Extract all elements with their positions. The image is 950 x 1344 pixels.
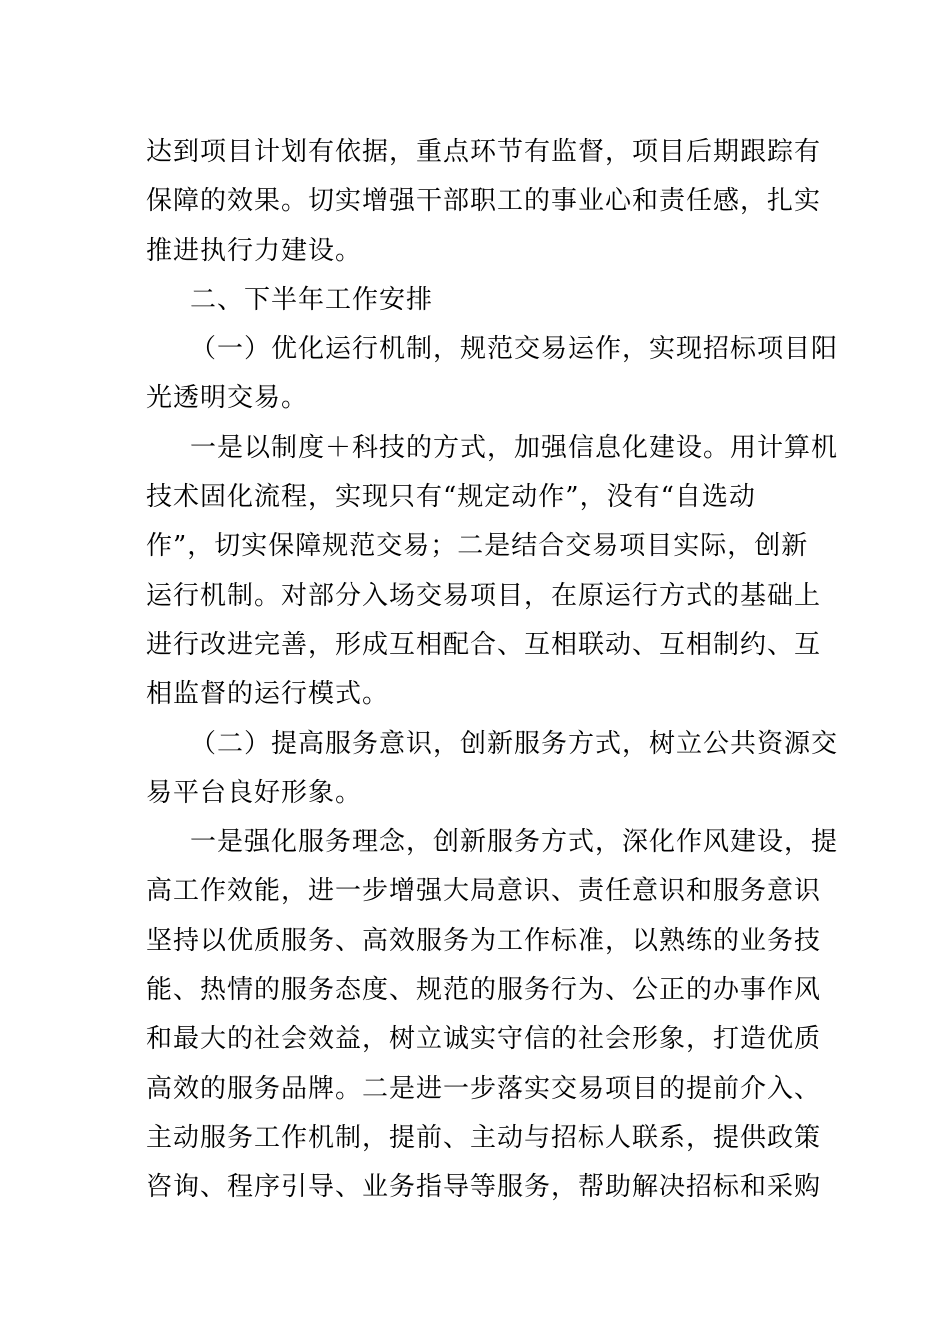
paragraph-start-line: 一是强化服务理念，创新服务方式，深化作风建设，提: [190, 827, 839, 858]
text-line: 技术固化流程，实现只有“规定动作”，没有“自选动: [146, 482, 756, 513]
subsection-heading: （一）优化运行机制，规范交易运作，实现招标项目阳: [190, 334, 839, 365]
text-line: 进行改进完善，形成互相配合、互相联动、互相制约、互: [146, 629, 822, 660]
subsection-heading: （二）提高服务意识，创新服务方式，树立公共资源交: [190, 728, 839, 759]
text-line: 达到项目计划有依据，重点环节有监督，项目后期跟踪有: [146, 137, 822, 167]
text-line: 易平台良好形象。: [146, 777, 363, 808]
text-line: 光透明交易。: [146, 383, 309, 414]
text-line: 作”，切实保障规范交易；二是结合交易项目实际，创新: [146, 531, 809, 562]
text-line: 主动服务工作机制，提前、主动与招标人联系，提供政策: [146, 1122, 822, 1153]
text-line: 相监督的运行模式。: [146, 679, 390, 710]
text-line: 高工作效能，进一步增强大局意识、责任意识和服务意识: [146, 876, 822, 907]
text-line: 推进执行力建设。: [146, 235, 363, 266]
text-line: 保障的效果。切实增强干部职工的事业心和责任感，扎实: [146, 186, 822, 217]
text-line: 咨询、程序引导、业务指导等服务，帮助解决招标和采购: [146, 1172, 822, 1203]
text-line: 和最大的社会效益，树立诚实守信的社会形象，打造优质: [146, 1024, 822, 1055]
section-heading: 二、下半年工作安排: [190, 284, 434, 315]
paragraph-start-line: 一是以制度＋科技的方式，加强信息化建设。用计算机: [190, 432, 839, 463]
document-body: [146, 128, 839, 1213]
text-line: 运行机制。对部分入场交易项目，在原运行方式的基础上: [146, 580, 822, 611]
text-line: 坚持以优质服务、高效服务为工作标准，以熟练的业务技: [146, 925, 822, 956]
text-line: 高效的服务品牌。二是进一步落实交易项目的提前介入、: [146, 1073, 822, 1104]
text-line: 能、热情的服务态度、规范的服务行为、公正的办事作风: [146, 975, 822, 1006]
